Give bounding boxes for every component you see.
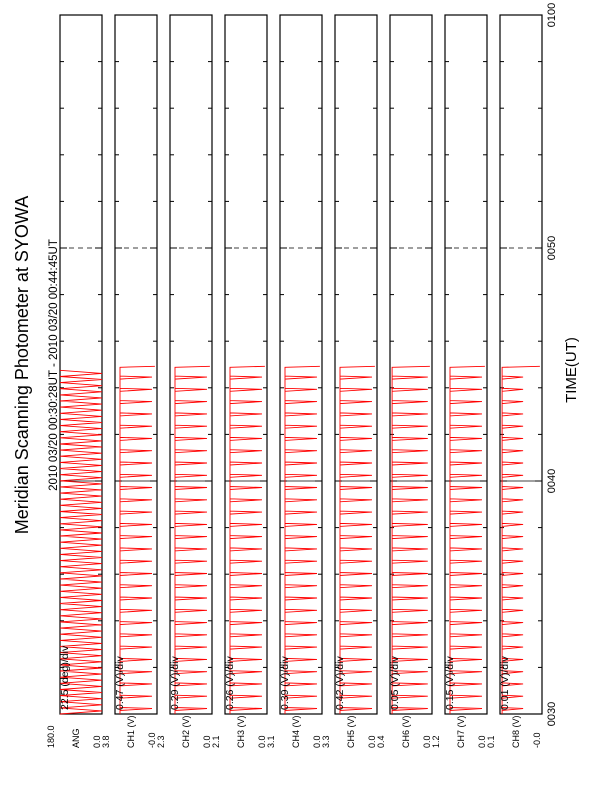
time-tick-label: 0050 (546, 235, 558, 261)
time-tick-label: 0040 (546, 468, 558, 494)
panel-ymax-label: 2.3 (156, 735, 166, 748)
panel-ch4 (266, 15, 322, 748)
panel-ymin-label: -0.0 (532, 732, 542, 748)
panel-ch6 (376, 15, 432, 748)
panel-channel-label: CH4 (V) (291, 715, 301, 748)
panel-ch8 (486, 15, 542, 748)
time-tick-label: 0100 (546, 2, 558, 28)
panel-channel-label: CH1 (V) (126, 715, 136, 748)
panel-ymin-label: 0.0 (257, 735, 267, 748)
panel-scale-label: 0.26 (V)/div (224, 656, 236, 710)
panel-channel-label: ANG (71, 728, 81, 748)
panel-channel-label: CH3 (V) (236, 715, 246, 748)
x-axis-title: TIME(UT) (563, 337, 580, 403)
panel-ch2 (156, 15, 212, 748)
panel-ymax-label: 1.2 (431, 735, 441, 748)
time-tick-labels (546, 3, 558, 726)
panel-ch7 (431, 15, 487, 748)
time-tick-label: 0030 (546, 701, 558, 727)
panel-ymax-label: 0.4 (376, 735, 386, 748)
chart-title: Meridian Scanning Photometer at SYOWA (12, 195, 32, 535)
panel-scale-label: 0.15 (V)/div (444, 656, 456, 710)
panel-scale-label: 22.5 (deg)/div (59, 645, 71, 710)
panel-ch5 (321, 15, 377, 748)
panel-ymin-label: 0.0 (92, 735, 102, 748)
panel-channel-label: CH5 (V) (346, 715, 356, 748)
panel-scale-label: 0.05 (V)/div (389, 656, 401, 710)
chart-subtitle: 2010 03/20 00:30:28UT - 2010 03/20 00:44:45UT (48, 239, 60, 491)
panel-channel-label: CH6 (V) (401, 715, 411, 748)
panel-scale-label: 0.29 (V)/div (169, 656, 181, 710)
panel-ymin-label: -0.0 (147, 732, 157, 748)
panel-ymin-label: 0.0 (312, 735, 322, 748)
panel-channel-label: CH8 (V) (511, 715, 521, 748)
panel-ymin-label: 0.0 (367, 735, 377, 748)
panel-ymax-label: 180.0 (46, 725, 56, 748)
panel-scale-label: 0.42 (V)/div (334, 656, 346, 710)
panel-ymax-label: 3.3 (321, 735, 331, 748)
panel-scale-label: 0.47 (V)/div (114, 656, 126, 710)
panel-ymax-label: 0.1 (486, 735, 496, 748)
panel-ch1 (101, 15, 157, 748)
panel-ymin-label: 0.0 (422, 735, 432, 748)
panel-ymax-label: 3.8 (101, 735, 111, 748)
panel-ch3 (211, 15, 267, 748)
panel-scale-label: 0.39 (V)/div (279, 656, 291, 710)
panel-ymax-label: 2.1 (211, 735, 221, 748)
panel-scale-label: 0.01 (V)/div (499, 656, 511, 710)
panel-channel-label: CH2 (V) (181, 715, 191, 748)
panel-ymax-label: 3.1 (266, 735, 276, 748)
panels-group (46, 15, 542, 748)
panel-ymin-label: 0.0 (477, 735, 487, 748)
panel-channel-label: CH7 (V) (456, 715, 466, 748)
panel-ymin-label: 0.0 (202, 735, 212, 748)
